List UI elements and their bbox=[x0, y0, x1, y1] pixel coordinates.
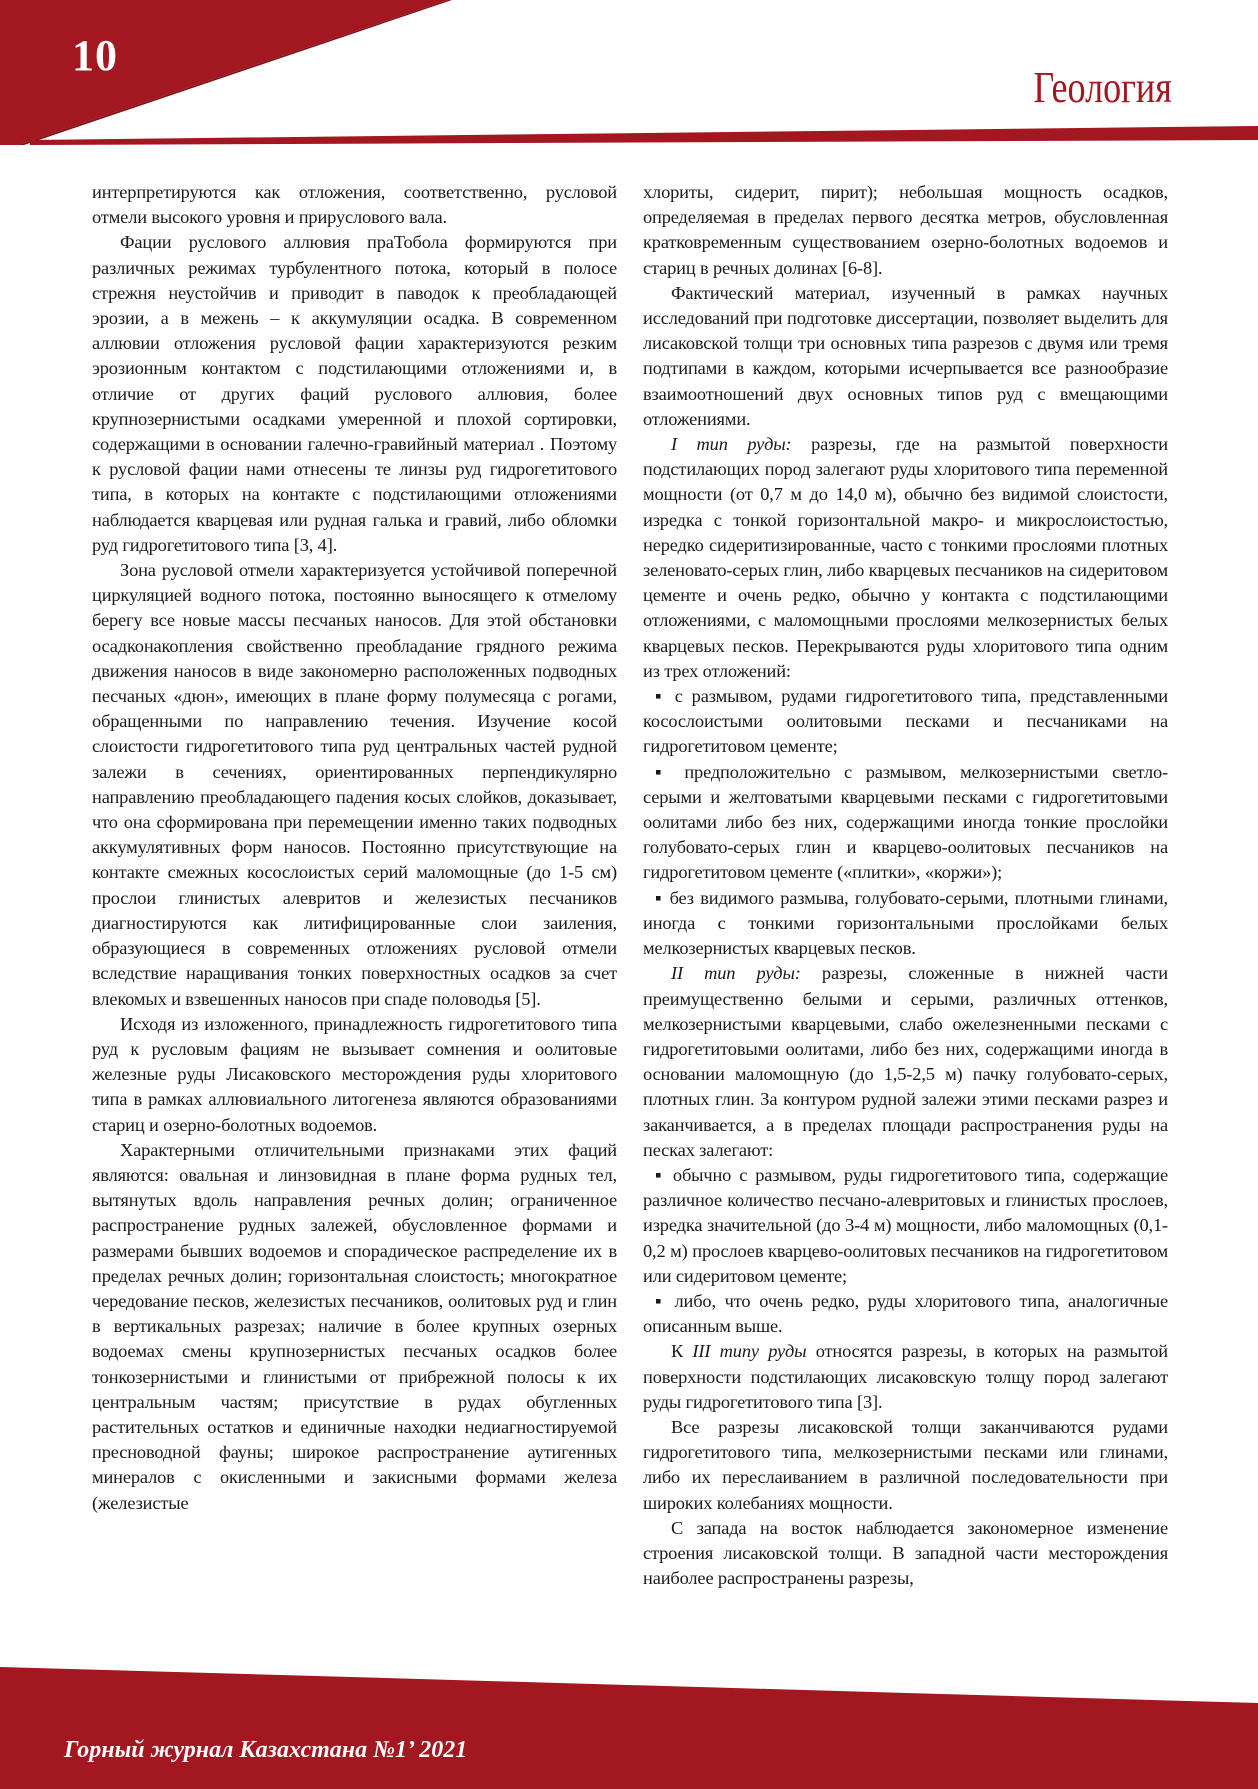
footer-decoration bbox=[0, 1667, 1258, 1789]
section-title: Геология bbox=[1033, 63, 1172, 112]
paragraph bbox=[643, 1339, 1168, 1415]
page-number: 10 bbox=[72, 31, 118, 80]
paragraph bbox=[643, 180, 1168, 281]
paragraph-text: интерпретируются как отложения, соответственно, русловой отмели высокого уровня и прируслового вала. bbox=[92, 182, 617, 228]
paragraph-text: Исходя из изложенного, принадлежность гидрогетитового типа руд к русловым фациям не вызывает сомнения и оолитовые железные руды Лисаковского месторождения руды хлоритового типа в рамках аллювиального литогенеза являются образованиями стариц и озерно-болотных водоемов. bbox=[92, 1013, 617, 1135]
paragraph-text: ▪ либо, что очень редко, руды хлоритового типа, аналогичные описанным выше. bbox=[643, 1290, 1168, 1337]
ore-type-label: II тип руды: bbox=[671, 963, 801, 984]
paragraph-text: хлориты, сидерит, пирит); небольшая мощность осадков, определяемая в пределах первого десятка метров, обусловленная кратковременным существованием озерно-болотных водоемов и стариц в речных долинах [6-8]. bbox=[643, 182, 1168, 278]
footer-band bbox=[0, 1667, 1258, 1789]
paragraph-prefix: К bbox=[671, 1341, 693, 1362]
paragraph-text: разрезы, где на размытой поверхности подстилающих пород залегают руды хлоритового типа переменной мощности (от 0,7 м до 14,0 м), обычно без видимой слоистости, изредка с тонкой горизонтальной макро- и микрослоистостью, нередко сидеритизированные, часто с тонкими прослоями плотных зеленовато-серых глин, либо кварцевых песчаников на сидеритовом цементе и очень редко, обычно у контакта с подстилающими отложениями, с маломощными прослоями мелкозернистых белых кварцевых песков. Перекрываются руды хлоритового типа одним из трех отложений: bbox=[643, 434, 1168, 681]
bullet-paragraph bbox=[643, 886, 1168, 962]
paragraph bbox=[643, 281, 1168, 432]
paragraph-text: ▪ без видимого размыва, голубовато-серыми, плотными глинами, иногда с тонкими горизонтальными прослойками белых мелкозернистых кварцевых песков. bbox=[643, 887, 1168, 959]
paragraph-text: Зона русловой отмели характеризуется устойчивой поперечной циркуляцией водного потока, постоянно выносящего к отмелому берегу все новые массы песчаных наносов. Для этой обстановки осадконакопления свойственно преобладание грядного режима движения наносов в виде закономерно расположенных подводных песчаных «дюн», имеющих в плане форму полумесяца с рогами, обращенными по направлению течения. Изучение косой слоистости гидрогетитового типа руд центральных частей рудной залежи в сечениях, ориентированных перпендикулярно направлению преобладающего падения косых слойков, доказывает, что она сформирована при перемещении именно таких подводных аккумулятивных форм наносов. Постоянно присутствующие на контакте смежных косослоистых серий маломощные (до 1-5 см) прослои глинистых алевритов и железистых песчаников диагностируются как литифицированные слои заиления, образующиеся в современных отложениях русловой отмели вследствие наращивания тонких поверхностных осадков за счет влекомых и взвешенных наносов при спаде половодья [5]. bbox=[92, 560, 617, 1009]
bullet-paragraph bbox=[643, 1163, 1168, 1289]
paragraph-text: Все разрезы лисаковской толщи заканчиваются рудами гидрогетитового типа, мелкозернистыми песками или глинами, либо их переслаиванием в различной последовательности при широких колебаниях мощности. bbox=[643, 1416, 1168, 1513]
paragraph-text: С запада на восток наблюдается закономерное изменение строения лисаковской толщи. В западной части месторождения наиболее распространены разрезы, bbox=[643, 1517, 1168, 1589]
paragraph bbox=[92, 1012, 617, 1138]
paragraph-text: относятся разрезы, в которых на размытой поверхности подстилающих лисаковскую толщу пород залегают руды гидрогетитового типа [3]. bbox=[643, 1341, 1168, 1412]
text-column-right bbox=[643, 180, 1168, 1635]
paragraph bbox=[92, 1138, 617, 1516]
ore-type-label: III типу руды bbox=[692, 1341, 807, 1362]
text-column-left bbox=[92, 180, 617, 1635]
paragraph-text: разрезы, сложенные в нижней части преимущественно белыми и серыми, различных оттенков, мелкозернистыми кварцевыми, слабо ожелезненными песками с гидрогетитовыми оолитами, либо без них, содержащими иногда в основании маломощную (до 1,5-2,5 м) пачку голубовато-серых, плотных глин. За контуром рудной залежи этими песками разрез и заканчивается, а в пределах площади распространения руды на песках залегают: bbox=[643, 963, 1168, 1160]
paragraph-text: Характерными отличительными признаками этих фаций являются: овальная и линзовидная в плане форма рудных тел, вытянутых вдоль направления речных долин; ограниченное распространение рудных залежей, обусловленное формами и размерами бывших водоемов и спорадическое распределение их в пределах речных долин; горизонтальная слоистость; многократное чередование песков, железистых песчаников, оолитовых руд и глин в вертикальных разрезах; наличие в более крупных озерных водоемах смены крупнозернистых песчаных осадков более тонкозернистыми и глинистыми от прибрежной полосы к их центральным частям; присутствие в рудах обугленных растительных остатков и единичные находки недиагностируемой пресноводной фауны; широкое распространение аутигенных минералов с окисленными и закисными формами железа (железистые bbox=[92, 1139, 617, 1513]
paragraph bbox=[643, 432, 1168, 684]
paragraph-text: Фации руслового аллювия праТобола формируются при различных режимах турбулентного потока, который в полосе стрежня неустойчив и приводит в паводок к преобладающей эрозии, а в межень – к аккумуляции осадка. В современном аллювии отложения русловой фации характеризуются резким эрозионным контактом с подстилающими отложениями и, в отличие от других фаций руслового аллювия, более крупнозернистыми осадками умеренной и плохой сортировки, содержащими в основании галечно-гравийный материал . Поэтому к русловой фации нами отнесены те линзы руд гидрогетитового типа, в которых на контакте с подстилающими отложениями наблюдается кварцевая или рудная галька и гравий, либо обломки руд гидрогетитового типа [3, 4]. bbox=[92, 232, 617, 555]
paragraph-text: ▪ предположительно с размывом, мелкозернистыми светло-серыми и желтоватыми кварцевыми песками с гидрогетитовыми оолитами либо без них, содержащими иногда тонкие прослойки голубовато-серых глин и кварцево-оолитовых песчаников на гидрогетитовом цементе («плитки», «коржи»); bbox=[643, 761, 1168, 883]
paragraph bbox=[92, 558, 617, 1012]
bullet-paragraph bbox=[643, 760, 1168, 886]
paragraph-text: Фактический материал, изученный в рамках научных исследований при подготовке диссертации, позволяет выделить для лисаковской толщи три основных типа разрезов с двумя или тремя подтипами в каждом, которыми исчерпывается все разнообразие взаимоотношений двух основных типов руд с вмещающими отложениями. bbox=[643, 282, 1168, 429]
paragraph-text: ▪ обычно с размывом, руды гидрогетитового типа, содержащие различное количество песчано-алевритовых и глинистых прослоев, изредка значительной (до 3-4 м) мощности, либо маломощных (0,1-0,2 м) прослоев кварцево-оолитовых песчаников на гидрогетитовом или сидеритовом цементе; bbox=[643, 1164, 1168, 1286]
paragraph bbox=[643, 1415, 1168, 1516]
bullet-paragraph bbox=[643, 1289, 1168, 1339]
paragraph bbox=[643, 961, 1168, 1163]
paragraph bbox=[92, 230, 617, 558]
bullet-paragraph bbox=[643, 684, 1168, 760]
header-band bbox=[0, 0, 1258, 145]
journal-name: Горный журнал Казахстана №1’ 2021 bbox=[64, 1737, 468, 1763]
article-body bbox=[92, 180, 1167, 1635]
paragraph bbox=[92, 180, 617, 230]
paragraph bbox=[643, 1516, 1168, 1592]
ore-type-label: I тип руды: bbox=[671, 434, 792, 455]
paragraph-text: ▪ с размывом, рудами гидрогетитового типа, представленными косослоистыми оолитовыми песками и песчаниками на гидрогетитовом цементе; bbox=[643, 686, 1168, 757]
